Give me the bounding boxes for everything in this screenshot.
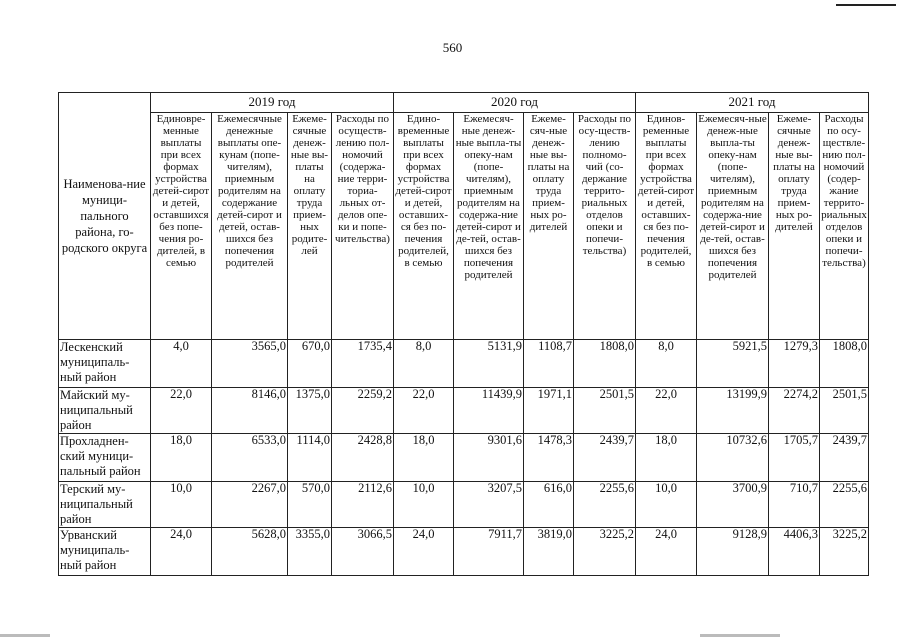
cell-value: 2439,7 (820, 434, 869, 482)
cell-value: 3066,5 (332, 528, 394, 576)
cell-value: 1114,0 (288, 434, 332, 482)
cell-value: 1808,0 (820, 340, 869, 388)
table-row (59, 482, 869, 528)
district-column-header: Наименова-ние муници-пального района, го-родского округа (59, 93, 151, 340)
cell-value: 18,0 (636, 434, 697, 482)
cell-value: 10,0 (394, 482, 454, 528)
subheader-2020-foster-parent-pay: Ежеме-сяч-ные денеж-ные вы-платы на оплату труда прием-ных ро-дителей (524, 113, 574, 340)
district-name: Майский му-ниципальный район (59, 388, 151, 434)
cell-value: 5131,9 (454, 340, 524, 388)
subheader-2019-guardian-payments: Ежемесячные денежные выплаты опе-кунам (попе-чителям), приемным родителям на содержание детей-сирот и детей, остав-шихся без попечения родителей (212, 113, 288, 340)
cell-value: 24,0 (151, 528, 212, 576)
cell-value: 2439,7 (574, 434, 636, 482)
cell-value: 22,0 (636, 388, 697, 434)
subheader-2021-guardian-payments: Ежемесяч-ные денеж-ные выпла-ты опеку-нам (попе-чителям), приемным родителям на содержа-ние детей-сирот и де-тей, остав-шихся без попечения родителей (697, 113, 769, 340)
cell-value: 2267,0 (212, 482, 288, 528)
subheader-2021-lump-sum: Единов-ременные выплаты при всех формах устройства детей-сирот и детей, оставших-ся без по-печения родителей, в семью (636, 113, 697, 340)
district-name: Лескенский муниципаль-ный район (59, 340, 151, 388)
cell-value: 10732,6 (697, 434, 769, 482)
cell-value: 1971,1 (524, 388, 574, 434)
district-name: Терский му-ниципальный район (59, 482, 151, 528)
cell-value: 3207,5 (454, 482, 524, 528)
cell-value: 18,0 (394, 434, 454, 482)
cell-value: 3225,2 (574, 528, 636, 576)
page-number: 560 (442, 40, 463, 55)
cell-value: 24,0 (636, 528, 697, 576)
cell-value: 24,0 (394, 528, 454, 576)
top-rule (836, 4, 896, 6)
cell-value: 5921,5 (697, 340, 769, 388)
cell-value: 3565,0 (212, 340, 288, 388)
cell-value: 2501,5 (820, 388, 869, 434)
subheader-2019-admin-costs: Расходы по осуществ-лению пол-номочий (содержа-ние терри-ториа-льных от-делов опе-ки и попе-чительства) (332, 113, 394, 340)
cell-value: 570,0 (288, 482, 332, 528)
cell-value: 1108,7 (524, 340, 574, 388)
table-row (59, 434, 869, 482)
cell-value: 2501,5 (574, 388, 636, 434)
table-row (59, 388, 869, 434)
cell-value: 4406,3 (769, 528, 820, 576)
cell-value: 1375,0 (288, 388, 332, 434)
cell-value: 670,0 (288, 340, 332, 388)
cell-value: 6533,0 (212, 434, 288, 482)
cell-value: 3819,0 (524, 528, 574, 576)
cell-value: 1279,3 (769, 340, 820, 388)
subheader-2021-admin-costs: Расходы по осу-ществле-нию пол-номочий (содер-жание террито-риальных отделов опеки и попечи-тельства) (820, 113, 869, 340)
cell-value: 11439,9 (454, 388, 524, 434)
subheader-2020-lump-sum: Едино-временные выплаты при всех формах устройства детей-сирот и детей, оставших-ся без по-печения родителей, в семью (394, 113, 454, 340)
subheader-2020-guardian-payments: Ежемесяч-ные денеж-ные выпла-ты опеку-нам (попе-чителям), приемным родителям на содержа-ние детей-сирот и де-тей, остав-шихся без попечения родителей (454, 113, 524, 340)
budget-table (58, 92, 869, 576)
table-row (59, 340, 869, 388)
cell-value: 2274,2 (769, 388, 820, 434)
cell-value: 616,0 (524, 482, 574, 528)
year-header-2020: 2020 год (394, 93, 636, 113)
scan-artifact-right (700, 634, 780, 637)
cell-value: 10,0 (636, 482, 697, 528)
cell-value: 1735,4 (332, 340, 394, 388)
cell-value: 10,0 (151, 482, 212, 528)
cell-value: 9301,6 (454, 434, 524, 482)
cell-value: 2255,6 (820, 482, 869, 528)
cell-value: 5628,0 (212, 528, 288, 576)
cell-value: 2255,6 (574, 482, 636, 528)
cell-value: 1705,7 (769, 434, 820, 482)
district-name: Прохладнен-ский муници-пальный район (59, 434, 151, 482)
cell-value: 18,0 (151, 434, 212, 482)
cell-value: 1808,0 (574, 340, 636, 388)
table-row (59, 528, 869, 576)
subheader-2021-foster-parent-pay: Ежеме-сячные денеж-ные вы-платы на оплату труда прием-ных ро-дителей (769, 113, 820, 340)
cell-value: 3225,2 (820, 528, 869, 576)
subheader-2020-admin-costs: Расходы по осу-ществ-лению полномо-чий (со-держание террито-риальных отделов опеки и попечи-тельства) (574, 113, 636, 340)
subheader-2019-foster-parent-pay: Ежеме-сячные денеж-ные вы-платы на оплату труда прием-ных родите-лей (288, 113, 332, 340)
cell-value: 3700,9 (697, 482, 769, 528)
subheader-2019-lump-sum: Единовре-менные выплаты при всех формах устройства детей-сирот и детей, оставшихся без попе-чения ро-дителей, в семью (151, 113, 212, 340)
cell-value: 8,0 (394, 340, 454, 388)
cell-value: 8146,0 (212, 388, 288, 434)
district-name: Урванский муниципаль-ный район (59, 528, 151, 576)
cell-value: 2259,2 (332, 388, 394, 434)
cell-value: 2428,8 (332, 434, 394, 482)
year-header-2019: 2019 год (151, 93, 394, 113)
cell-value: 22,0 (151, 388, 212, 434)
scan-artifact-left (0, 634, 50, 637)
cell-value: 1478,3 (524, 434, 574, 482)
cell-value: 22,0 (394, 388, 454, 434)
year-header-2021: 2021 год (636, 93, 869, 113)
cell-value: 9128,9 (697, 528, 769, 576)
cell-value: 8,0 (636, 340, 697, 388)
cell-value: 710,7 (769, 482, 820, 528)
cell-value: 3355,0 (288, 528, 332, 576)
cell-value: 7911,7 (454, 528, 524, 576)
cell-value: 13199,9 (697, 388, 769, 434)
cell-value: 2112,6 (332, 482, 394, 528)
cell-value: 4,0 (151, 340, 212, 388)
